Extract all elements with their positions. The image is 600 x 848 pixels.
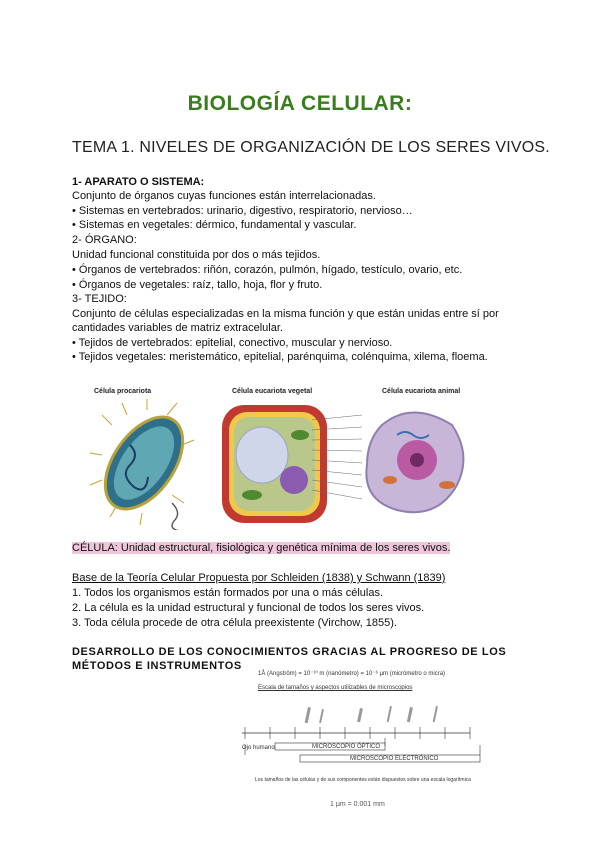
list-item: 3. Toda célula procede de otra célula preexistente (Virchow, 1855). xyxy=(72,617,397,629)
list-item: 1. Todos los organismos están formados por una o más células. xyxy=(72,587,384,599)
label-electron-microscope: MICROSCOPIO ELECTRÓNICO xyxy=(350,756,439,762)
section1-definition: Conjunto de órganos cuyas funciones están interrelacionadas. xyxy=(72,190,376,202)
units-line: 1Å (Angström) = 10⁻¹⁰ m (nanómetro) = 10⁻⁶ μm (micrómetro o micra) xyxy=(258,671,446,677)
list-item: • Tejidos de vertebrados: epitelial, conectivo, muscular y nervioso. xyxy=(72,337,393,349)
animal-cell-image xyxy=(366,413,463,513)
theme-heading: TEMA 1. NIVELES DE ORGANIZACIÓN DE LOS SERES VIVOS. xyxy=(72,139,550,156)
list-item: 2. La célula es la unidad estructural y funcional de todos los seres vivos. xyxy=(72,602,425,614)
section1-heading: 1- APARATO O SISTEMA: xyxy=(72,176,205,188)
caption-prokaryote: Célula procariota xyxy=(94,388,152,395)
label-optical-microscope: MICROSCOPIO ÓPTICO xyxy=(312,744,381,750)
label-human-eye: Ojo humano xyxy=(242,745,275,751)
microscopy-scale-figure xyxy=(240,665,510,815)
list-item: • Órganos de vegetales: raíz, tallo, hoja, flor y fruto. xyxy=(72,279,323,291)
cells-figure xyxy=(72,385,472,530)
cells-illustration xyxy=(72,385,472,530)
plant-cell-image xyxy=(222,405,362,523)
conversion-note: 1 μm = 0.001 mm xyxy=(330,801,385,808)
development-heading-line: DESARROLLO DE LOS CONOCIMIENTOS GRACIAS AL PROGRESO DE LOS xyxy=(72,646,507,658)
caption-plant-cell: Célula eucariota vegetal xyxy=(232,388,313,395)
list-item: • Tejidos vegetales: meristemático, epitelial, parénquima, colénquima, xilema, floema. xyxy=(72,351,488,363)
section3-definition-line: cantidades variables de matriz extracelular. xyxy=(72,322,283,334)
caption-animal-cell: Célula eucariota animal xyxy=(382,388,461,395)
prokaryote-cell-image xyxy=(90,399,199,530)
page-title: BIOLOGÍA CELULAR: xyxy=(187,92,413,115)
section3-definition-line: Conjunto de células especializadas en la misma función y que están unidas entre sí por xyxy=(72,308,499,320)
list-item: • Órganos de vertebrados: riñón, corazón, pulmón, hígado, testículo, ovario, etc. xyxy=(72,264,463,276)
cell-definition: CÉLULA: Unidad estructural, fisiológica y genética mínima de los seres vivos. xyxy=(72,542,451,554)
theory-heading: Base de la Teoría Celular Propuesta por Schleiden (1838) y Schwann (1839) xyxy=(72,572,446,584)
list-item: • Sistemas en vegetales: dérmico, fundamental y vascular. xyxy=(72,219,357,231)
section3-heading: 3- TEJIDO: xyxy=(72,293,127,305)
development-heading-line: MÉTODOS E INSTRUMENTOS xyxy=(72,660,242,672)
section2-heading: 2- ÓRGANO: xyxy=(72,234,137,246)
section2-definition: Unidad funcional constituida por dos o más tejidos. xyxy=(72,249,321,261)
list-item: • Sistemas en vertebrados: urinario, digestivo, respiratorio, nervioso… xyxy=(72,205,413,217)
scale-title: Escala de tamaños y aspectos utilizables de microscopios xyxy=(258,685,413,691)
scale-footnote: Los tamaños de las células y de sus componentes están dispuestos sobre una escala logarítmica xyxy=(255,777,471,783)
